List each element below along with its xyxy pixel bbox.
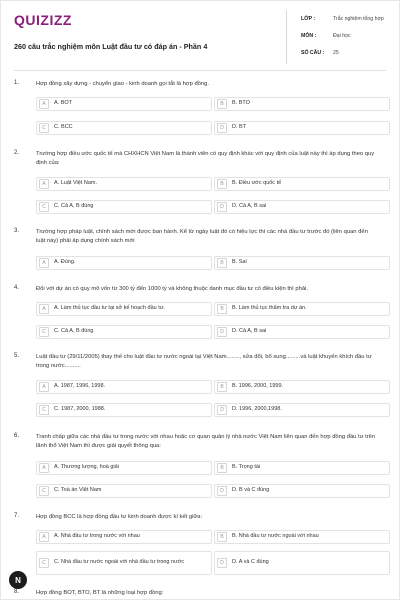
- info-value: Trắc nghiệm tổng hợp: [333, 15, 384, 22]
- option-letter: A: [39, 99, 49, 109]
- option-letter: D: [217, 123, 227, 133]
- option-c[interactable]: [36, 551, 212, 575]
- option-d[interactable]: [214, 325, 390, 339]
- option-d[interactable]: [214, 121, 390, 135]
- option-letter: B: [217, 532, 227, 542]
- option-b[interactable]: [214, 97, 390, 111]
- option-a[interactable]: [36, 530, 212, 544]
- option-b[interactable]: [214, 177, 390, 191]
- question-number: 7.: [14, 513, 20, 519]
- option-letter: D: [217, 327, 227, 337]
- option-text: D. Cả A, B sai: [232, 328, 267, 335]
- option-c[interactable]: [36, 484, 212, 498]
- option-c[interactable]: [36, 403, 212, 417]
- option-a[interactable]: [36, 256, 212, 270]
- option-text: D. B và C đúng: [232, 487, 270, 494]
- option-text: C. Nhà đầu tư nước ngoài với nhà đầu tư trong nước: [54, 559, 185, 566]
- option-letter: A: [39, 463, 49, 473]
- info-value: Đại học: [333, 32, 351, 39]
- option-letter: D: [217, 558, 227, 568]
- option-text: C. BCC: [54, 124, 73, 131]
- option-b[interactable]: [214, 256, 390, 270]
- option-text: C. 1987, 2000, 1988.: [54, 406, 106, 413]
- option-text: D. A và C đúng: [232, 559, 269, 566]
- info-box: [286, 10, 386, 64]
- option-text: B. Điều ước quốc tế: [232, 180, 282, 187]
- info-value: 25: [333, 49, 339, 56]
- option-letter: A: [39, 179, 49, 189]
- option-c[interactable]: [36, 325, 212, 339]
- option-text: A. BOT: [54, 100, 73, 107]
- option-text: B. Làm thủ tục thẩm tra dự án.: [232, 305, 307, 312]
- option-text: A. Đúng.: [54, 259, 76, 266]
- option-text: B. Trọng tài: [232, 464, 261, 471]
- option-letter: A: [39, 382, 49, 392]
- option-a[interactable]: [36, 97, 212, 111]
- question-text: Tranh chấp giữa các nhà đầu tư trong nước với nhau hoặc cơ quan quản lý nhà nước Việt Nam liên quan đến hợp đồng đầu tư trên lãnh thổ Việt Nam thì được giải quyết thông qua:: [36, 434, 376, 449]
- option-text: B. Sai: [232, 259, 247, 266]
- option-letter: D: [217, 405, 227, 415]
- option-text: B. Nhà đầu tư nước ngoài với nhau: [232, 533, 319, 540]
- question-number: 5.: [14, 353, 20, 359]
- option-letter: C: [39, 123, 49, 133]
- option-text: D. BT: [232, 124, 247, 131]
- question-text: Hợp đồng xây dựng - chuyển giao - kinh doanh gọi tắt là hợp đồng.: [36, 81, 209, 87]
- option-b[interactable]: [214, 302, 390, 316]
- option-text: D. 1996, 2000,1998.: [232, 406, 282, 413]
- option-b[interactable]: [214, 380, 390, 394]
- option-letter: A: [39, 258, 49, 268]
- option-d[interactable]: [214, 403, 390, 417]
- option-letter: B: [217, 463, 227, 473]
- question-number: 2.: [14, 150, 20, 156]
- option-d[interactable]: [214, 200, 390, 214]
- option-text: B. BTO: [232, 100, 250, 107]
- question-text: Luật đầu tư (29/11/2005) thay thế cho luật đầu tư nước ngoài tại Việt Nam........, sửa đổi, bổ sung.........và luật khuyến khích đầu tư trong nước..........: [36, 354, 372, 369]
- option-letter: B: [217, 304, 227, 314]
- option-letter: B: [217, 99, 227, 109]
- option-letter: D: [217, 486, 227, 496]
- info-row-subject: [301, 27, 386, 44]
- question-number: 3.: [14, 228, 20, 234]
- option-a[interactable]: [36, 461, 212, 475]
- option-c[interactable]: [36, 200, 212, 214]
- question-text: Hợp đồng BOT, BTO, BT là những loại hợp đồng:: [36, 590, 164, 596]
- quizizz-logo[interactable]: QUIZIZZ: [14, 12, 72, 28]
- option-letter: A: [39, 532, 49, 542]
- option-letter: A: [39, 304, 49, 314]
- option-text: C. Toà án Việt Nam: [54, 487, 102, 494]
- option-b[interactable]: [214, 461, 390, 475]
- option-letter: C: [39, 405, 49, 415]
- worksheet-title: 260 câu trắc nghiệm môn Luật đầu tư có đáp án - Phần 4: [14, 42, 208, 51]
- info-row-class: [301, 10, 386, 27]
- option-text: A. Thương lượng, hoà giải: [54, 464, 119, 471]
- option-text: A. Nhà đầu tư trong nước với nhau: [54, 533, 140, 540]
- info-label: MÔN :: [301, 32, 317, 39]
- option-letter: B: [217, 382, 227, 392]
- option-text: A. 1987, 1996, 1998.: [54, 383, 106, 390]
- option-b[interactable]: [214, 530, 390, 544]
- option-a[interactable]: [36, 380, 212, 394]
- option-letter: C: [39, 486, 49, 496]
- option-letter: C: [39, 327, 49, 337]
- option-letter: B: [217, 179, 227, 189]
- option-letter: C: [39, 202, 49, 212]
- option-d[interactable]: [214, 484, 390, 498]
- question-text: Trường hợp pháp luật, chính sách mới được ban hành. Kể từ ngày luật đó có hiệu lực thì các nhà đầu tư trước đó (liên quan đến luật này) phải áp dụng chính sách mới: [36, 229, 368, 244]
- info-label: SỐ CÂU :: [301, 49, 325, 56]
- question-text: Hợp đồng BCC là hợp đồng đầu tư kinh doanh được kí kết giữa:: [36, 514, 203, 520]
- option-letter: C: [39, 558, 49, 568]
- option-text: C. Cả A, B đúng: [54, 328, 94, 335]
- option-letter: B: [217, 258, 227, 268]
- info-label: LỚP :: [301, 15, 316, 22]
- option-text: A. Luật Việt Nam.: [54, 180, 98, 187]
- question-number: 6.: [14, 433, 20, 439]
- option-text: B. 1996, 2000, 1999.: [232, 383, 284, 390]
- option-a[interactable]: [36, 177, 212, 191]
- info-row-count: [301, 44, 386, 61]
- option-text: C. Cả A, B đúng: [54, 203, 94, 210]
- question-text: Trường hợp điều ước quốc tế mà CHXHCN Việt Nam là thành viên có quy định khác với quy định của luật này thì áp dụng theo quy định của:: [36, 151, 375, 166]
- option-c[interactable]: [36, 121, 212, 135]
- option-text: A. Làm thủ tục đầu tư tại sở kế hoạch đầu tư.: [54, 305, 165, 312]
- question-number: 4.: [14, 285, 20, 291]
- option-text: D. Cả A, B sai: [232, 203, 267, 210]
- n-floating-button[interactable]: N: [9, 571, 27, 589]
- option-d[interactable]: [214, 551, 390, 575]
- question-number: 8.: [14, 589, 20, 595]
- option-a[interactable]: [36, 302, 212, 316]
- header-divider: [14, 70, 386, 71]
- question-text: Đối với dự án có quy mô vốn từ 300 tỷ đến 1000 tỷ và không thuộc danh mục đầu tư có điều kiện thì phải.: [36, 286, 308, 292]
- worksheet-header: [14, 10, 386, 64]
- option-letter: D: [217, 202, 227, 212]
- question-number: 1.: [14, 80, 20, 86]
